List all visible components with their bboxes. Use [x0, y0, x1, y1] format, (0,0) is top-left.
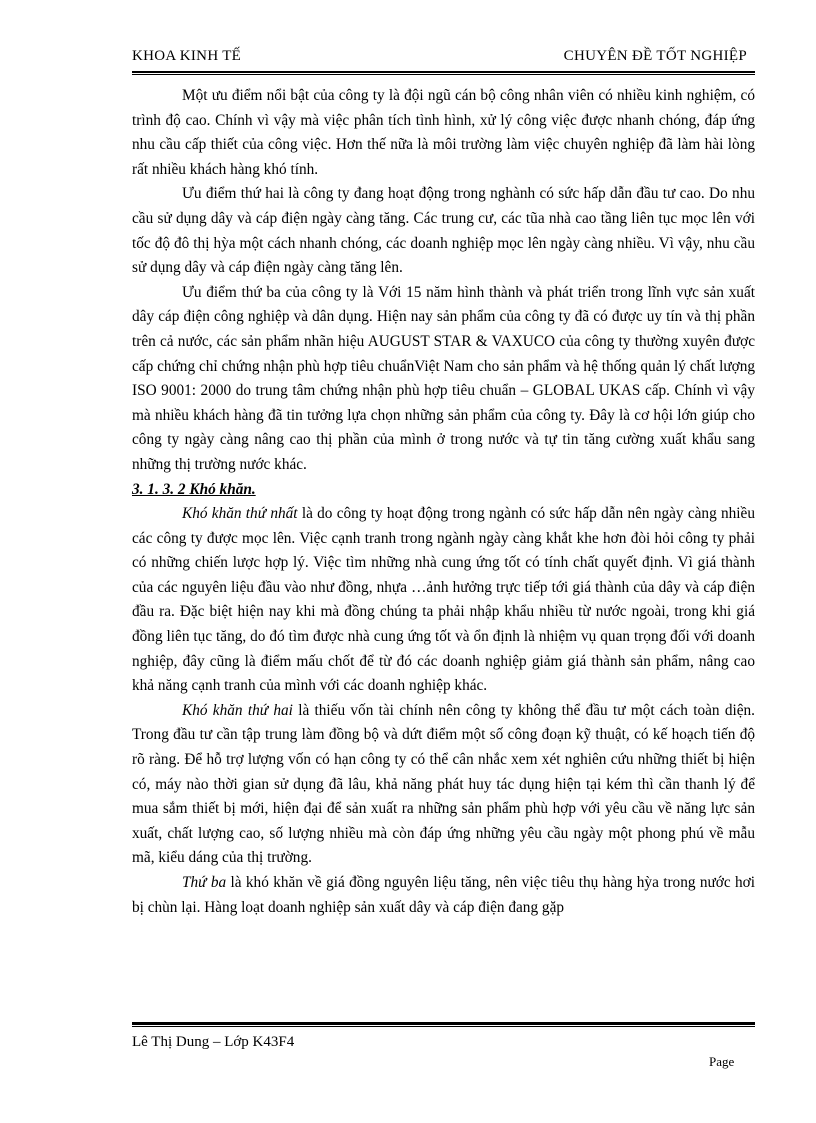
header-title: CHUYÊN ĐỀ TỐT NGHIỆP	[563, 48, 747, 64]
difficulty-3-lead: Thứ ba	[182, 874, 227, 891]
difficulty-2-lead: Khó khăn thứ hai	[182, 701, 293, 719]
paragraph-advantage-3: Ưu điểm thứ ba của công ty là Với 15 năm hình thành và phát triển trong lĩnh vực sản xuất dây cáp điện công nghiệp và dân dụng. Hiện nay sản phẩm của công ty đã có được uy tín và thị phần trên cả nước, các sản phẩm nhãn hiệu AUGUST STAR & VAXUCO của công ty thường xuyên được cấp chứng chỉ chứng nhận phù hợp tiêu chuẩnViệt Nam cho sản phẩm và hệ thống quản lý chất lượng ISO 9001: 2000 do trung tâm chứng nhận phù hợp tiêu chuẩn – GLOBAL UKAS cấp. Chính vì vậy mà nhiều khách hàng đã tin tưởng lựa chọn những sản phẩm của công ty. Đây là cơ hội lớn giúp cho công ty ngày càng nâng cao thị phần của mình ở trong nước và tự tin tăng cường xuất khẩu sang những thị trường nước khác.	[132, 283, 755, 473]
difficulty-3-text: là khó khăn về giá đồng nguyên liệu tăng, nên việc tiêu thụ hàng hỳa trong nước hơi bị chùn lại. Hàng loạt doanh nghiệp sản xuất dây và cáp điện đang gặp	[132, 874, 755, 916]
paragraph-difficulty-2	[132, 699, 755, 871]
footer-page-label: Page	[709, 1054, 735, 1069]
header-rule	[132, 71, 755, 75]
paragraph-difficulty-3	[132, 871, 755, 920]
paragraph-advantage-1: Một ưu điểm nổi bật của công ty là đội ngũ cán bộ công nhân viên có nhiều kinh nghiệm, có trình độ cao. Chính vì vậy mà việc phân tích tình hình, xử lý công việc được nhanh chóng, đáp ứng nhu cầu cấp thiết của công việc. Hơn thế nữa là môi trường làm việc chuyên nghiệp đã làm hài lòng rất nhiều khách hàng khó tính.	[132, 87, 755, 178]
difficulty-2-text: là thiếu vốn tài chính nên công ty không thể đầu tư một cách toàn diện. Trong đầu tư cần tập trung làm đồng bộ và dứt điểm một số công đoạn kỹ thuật, có kế hoạch tiến độ rõ ràng. Để hỗ trợ lượng vốn có hạn công ty có thể cân nhắc xem xét nghiên cứu những thiết bị hiện có, máy nào thời gian sử dụng đã lâu, khả năng phát huy tác dụng hiện tại kém thì cần thanh lý để mua sắm thiết bị mới, hiện đại để sản xuất ra những sản phẩm phù hợp với yêu cầu về năng lực sản xuất, chất lượng cao, số lượng nhiều mà còn đáp ứng những yêu cầu ngày một phong phú về mẫu mã, kiểu dáng của thị trường.	[132, 701, 756, 867]
footer-author: Lê Thị Dung – Lớp K43F4	[132, 1034, 295, 1050]
difficulty-1-text: là do công ty hoạt động trong ngành có sức hấp dẫn nên ngày càng nhiều các công ty được mọc lên. Việc cạnh tranh trong ngành ngày càng khắt khe hơn đòi hỏi công ty phải có những chiến lược hợp lý. Việc tìm những nhà cung ứng tốt có tính chất quyết định. Vì giá thành của các nguyên liệu đầu vào như đồng, nhựa …ảnh hưởng trực tiếp tới giá thành của dây và cáp điện đầu ra. Đặc biệt hiện nay khi mà đồng chúng ta phải nhập khẩu nhiều từ nước ngoài, trong khi giá đồng liên tục tăng, do đó tìm được nhà cung ứng tốt và ổn định là nhiệm vụ quan trọng đối với doanh nghiệp, đây cũng là điểm mấu chốt để từ đó các doanh nghiệp giảm giá thành sản phẩm, nâng cao khả năng cạnh tranh của mình với các doanh nghiệp khác.	[132, 505, 755, 695]
difficulty-1-lead: Khó khăn thứ nhất	[182, 505, 298, 523]
footer-rule	[132, 1022, 755, 1027]
header-faculty: KHOA KINH TẾ	[132, 48, 242, 64]
page-header	[132, 48, 755, 70]
paragraph-difficulty-1	[132, 502, 755, 699]
section-heading: 3. 1. 3. 2 Khó khăn.	[132, 480, 256, 498]
paragraph-advantage-2: Ưu điểm thứ hai là công ty đang hoạt động trong nghành có sức hấp dẫn đầu tư cao. Do nhu cầu sử dụng dây và cáp điện ngày càng tăng. Các trung cư, các tũa nhà cao tầng liên tục mọc lên với tốc độ đô thị hỳa một cách nhanh chóng, các doanh nghiệp mọc lên ngày càng nhiều. Vì vậy, nhu cầu sử dụng dây và cáp điện ngày càng tăng lên.	[132, 185, 755, 277]
document-body	[132, 84, 755, 920]
